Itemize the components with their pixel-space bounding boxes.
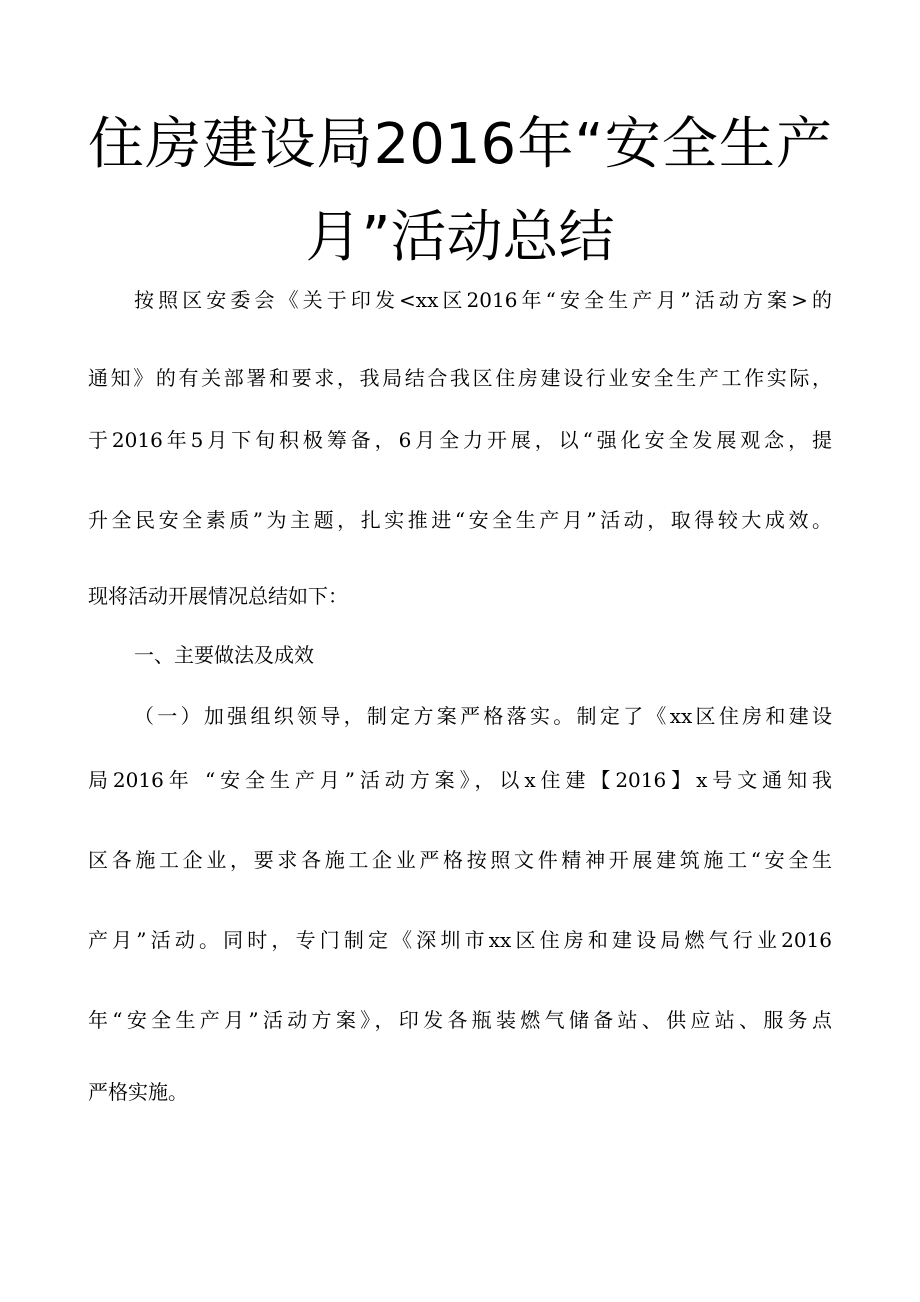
paragraph-line: 通知》的有关部署和要求，我局结合我区住房建设行业安全生产工作实际，: [88, 366, 832, 390]
paragraph-line: 于2016年5月下旬积极筹备，6月全力开展，以“强化安全发展观念，提: [88, 428, 832, 452]
document-title-line-1: 住房建设局2016年“安全生产: [88, 112, 832, 177]
paragraph-line: （一）加强组织领导，制定方案严格落实。制定了《xx区住房和建设: [134, 704, 832, 728]
paragraph-line: 按照区安委会《关于印发<xx区2016年“安全生产月”活动方案>的: [134, 288, 832, 312]
paragraph-line: 升全民安全素质”为主题，扎实推进“安全生产月”活动，取得较大成效。: [88, 508, 832, 532]
paragraph-line: 现将活动开展情况总结如下：: [88, 584, 348, 608]
section-heading: 一、主要做法及成效: [134, 643, 314, 667]
paragraph-line: 区各施工企业，要求各施工企业严格按照文件精神开展建筑施工“安全生: [88, 848, 832, 872]
paragraph-line: 严格实施。: [88, 1080, 188, 1104]
paragraph-line: 局2016年 “安全生产月”活动方案》，以x住建【2016】x号文通知我: [88, 768, 832, 792]
paragraph-line: 年“安全生产月”活动方案》，印发各瓶装燃气储备站、供应站、服务点: [88, 1008, 832, 1032]
document-title-line-2: 月”活动总结: [305, 205, 615, 270]
paragraph-line: 产月”活动。同时，专门制定《深圳市xx区住房和建设局燃气行业2016: [88, 928, 832, 952]
